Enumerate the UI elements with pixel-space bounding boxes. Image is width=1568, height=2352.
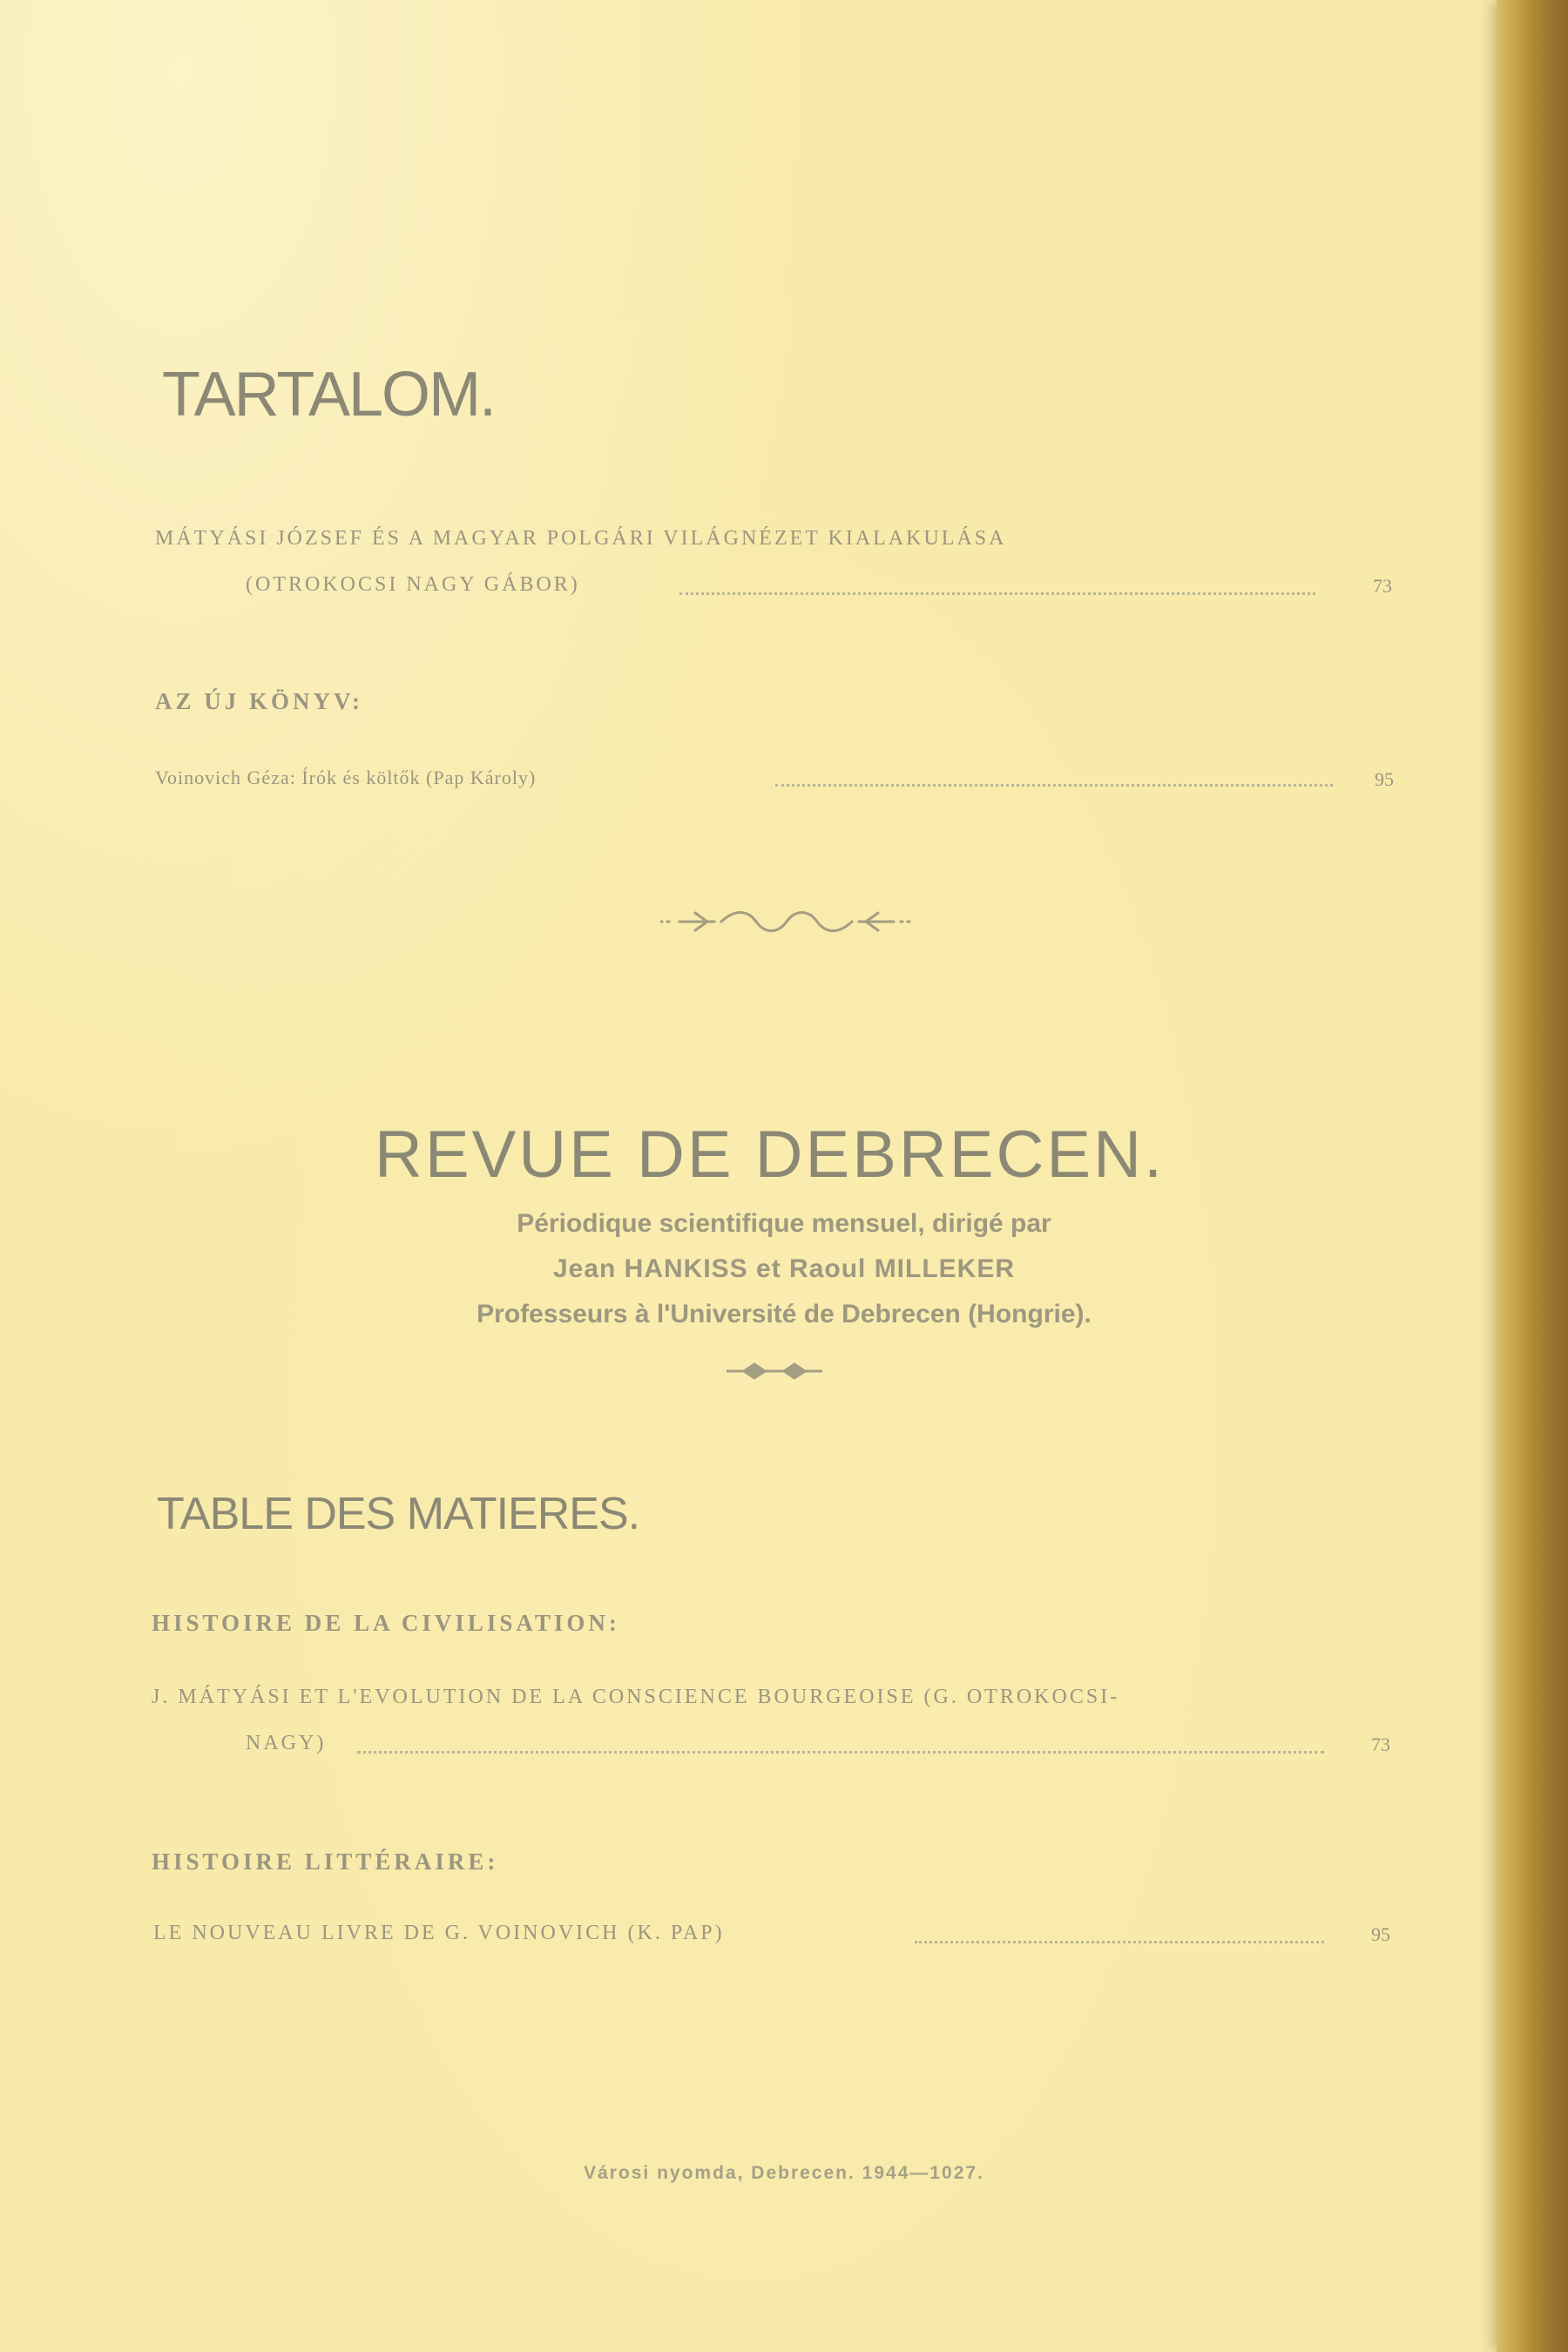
toc-fr-entry-1-line1: J. MÁTYÁSI ET L'EVOLUTION DE LA CONSCIENCE BOURGEOISE (G. OTROKOCSI- xyxy=(152,1686,1120,1708)
toc-entry-2: Voinovich Géza: Írók és költők (Pap Károly) xyxy=(155,767,537,788)
revue-affiliation: Professeurs à l'Université de Debrecen (Hongrie). xyxy=(476,1300,1092,1328)
toc-entry-1-line2: (OTROKOCSI NAGY GÁBOR) xyxy=(246,573,580,596)
revue-description: Périodique scientifique mensuel, dirigé par xyxy=(517,1209,1051,1238)
toc-entry-1-line1: MÁTYÁSI JÓZSEF ÉS A MAGYAR POLGÁRI VILÁGNÉZET KIALAKULÁSA xyxy=(155,527,1007,550)
toc-entry-1-page: 73 xyxy=(1373,575,1392,597)
revue-editors: Jean HANKISS et Raoul MILLEKER xyxy=(552,1254,1016,1283)
page-edge xyxy=(1497,0,1568,2352)
toc-section-hu: AZ ÚJ KÖNYV: xyxy=(155,688,364,714)
dot-leader xyxy=(679,592,1315,595)
ornament-divider xyxy=(660,906,913,937)
toc-fr-entry-1-page: 73 xyxy=(1371,1734,1390,1755)
toc-entry-2-page: 95 xyxy=(1375,768,1394,790)
toc-title-fr: TABLE DES MATIERES. xyxy=(157,1489,640,1539)
printer-imprint: Városi nyomda, Debrecen. 1944—1027. xyxy=(584,2163,984,2183)
toc-section-fr-1: HISTOIRE DE LA CIVILISATION: xyxy=(152,1610,620,1636)
revue-title: REVUE DE DEBRECEN. xyxy=(375,1118,1166,1192)
dot-leader xyxy=(915,1941,1324,1943)
toc-fr-entry-2: LE NOUVEAU LIVRE DE G. VOINOVICH (K. PAP) xyxy=(153,1922,725,1944)
dot-leader xyxy=(775,784,1333,787)
toc-section-fr-2: HISTOIRE LITTÉRAIRE: xyxy=(152,1848,499,1875)
small-ornament xyxy=(727,1361,822,1382)
toc-title-hu: TARTALOM. xyxy=(162,360,496,429)
toc-fr-entry-2-page: 95 xyxy=(1371,1923,1390,1945)
dot-leader xyxy=(357,1751,1324,1754)
toc-fr-entry-1-line2: NAGY) xyxy=(246,1732,327,1754)
